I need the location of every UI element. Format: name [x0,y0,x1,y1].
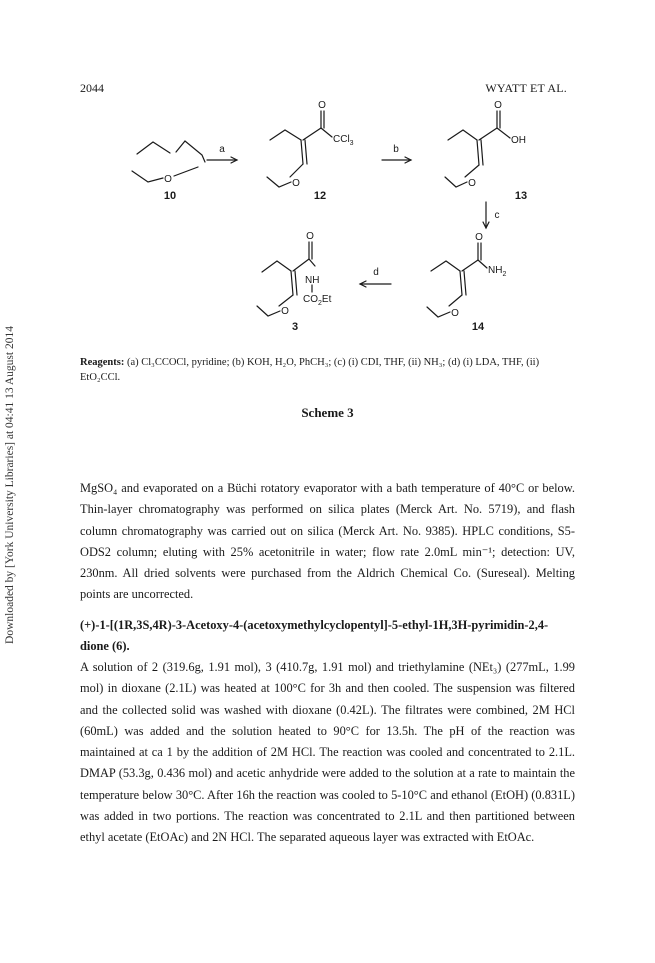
atom-NH2: $NH_2$ [488,265,507,278]
arrow-b [382,157,411,163]
atom-O-carbonyl-12: O [318,100,326,111]
arrow-d [360,281,391,287]
procedure-paragraph [80,657,575,849]
compound-label-13: 13 [514,190,528,202]
atom-O-carbonyl-14: O [475,232,483,243]
experimental-paragraph-text: MgSO₄ and evaporated on a Büchi rotatory evaporator with a bath temperature of 40°C or below. Thin-layer chromatography was performed on silica plates (Merck Art. No. 5719), and flash column chromatography was carried out on silica (Merck Art. No. 9385). HPLC conditions, S5-ODS2 column; eluting with 25% acetonitrile in water; flow rate 2.0mL min⁻¹; detection: UV, 230nm. All dried solvents were purchased from the Aldrich Chemical Co. (Sureseal). Melting points are uncorrected. [80,481,575,602]
atom-O-carbonyl-13: O [494,100,502,111]
procedure-paragraph-text: A solution of 2 (319.6g, 1.91 mol), 3 (410.7g, 1.91 mol) and triethylamine (NEt₃) (277mL, 1.99 mol) in dioxane (2.1L) was heated at 100°C for 3h and then cooled. The suspension was filtered and the collected solid was washed with dioxane (0.42L). The filtrates were combined, 2M HCl (60mL) was added and the solution heated to 90°C for 13.5h. The pH of the reaction was maintained at ca 1 by the addition of 2M HCl. The reaction was cooled and concentrated to 2.1L. DMAP (53.3g, 0.436 mol) and acetic anhydride were added to the solution at a rate to maintain the temperature below 30°C. After 16h the reaction was cooled to 5-10°C and ethanol (EtOH) (0.831L) was added in two portions. The reaction was concentrated to 2.1L and then partitioned between ethyl acetate (EtOAc) and 2N HCl. The separated aqueous layer was extracted with EtOAc. [80,660,575,845]
download-watermark [2,295,18,675]
compound-10-structure [132,141,205,182]
atom-O-13: O [468,178,476,189]
download-watermark-text: Downloaded by [York University Libraries] at 04:41 13 August 2014 [4,326,16,644]
arrow-a [207,157,237,163]
experimental-paragraph [80,478,575,606]
atom-O-14: O [451,308,459,319]
atom-O-carbonyl-3: O [306,231,314,242]
arrow-c [483,202,489,228]
compound-label-12: 12 [313,190,327,202]
compound-12-structure [267,111,332,187]
compound-14-structure [427,243,487,317]
compound-label-3: 3 [291,321,299,333]
compound-label-14: 14 [471,321,485,333]
atom-O-10: O [164,174,172,185]
reagents-label: Reagents: [80,357,125,368]
arrow-label-d: d [373,267,379,278]
scheme-title: Scheme 3 [301,405,354,420]
arrow-label-b: b [393,144,399,155]
arrow-label-a: a [219,144,225,155]
atom-OH: OH [511,135,526,146]
reagents-caption [80,355,575,385]
atom-CCl3: CCl$_3$ [333,134,354,147]
reagents-text: (a) Cl₃CCOCl, pyridine; (b) KOH, H₂O, PhCH₃; (c) (i) CDI, THF, (ii) NH₃; (d) (i) LDA, THF, (ii) EtO₂CCl. [80,357,540,383]
arrow-label-c: c [494,210,500,221]
compound-3-structure [257,242,315,316]
compound-label-10: 10 [163,190,177,202]
compound-13-structure [445,111,510,187]
atom-O-12: O [292,178,300,189]
page-number: 2044 [80,81,104,95]
atom-CO2Et: $CO_2Et$ [303,294,332,307]
running-head: WYATT ET AL. [485,81,567,95]
atom-O-3: O [281,306,289,317]
atom-NH: NH [305,275,320,286]
compound-heading: (+)-1-[(1R,3S,4R)-3-Acetoxy-4-(acetoxymethylcyclopentyl]-5-ethyl-1H,3H-pyrimidin-2,4-dione (6). [80,618,549,653]
